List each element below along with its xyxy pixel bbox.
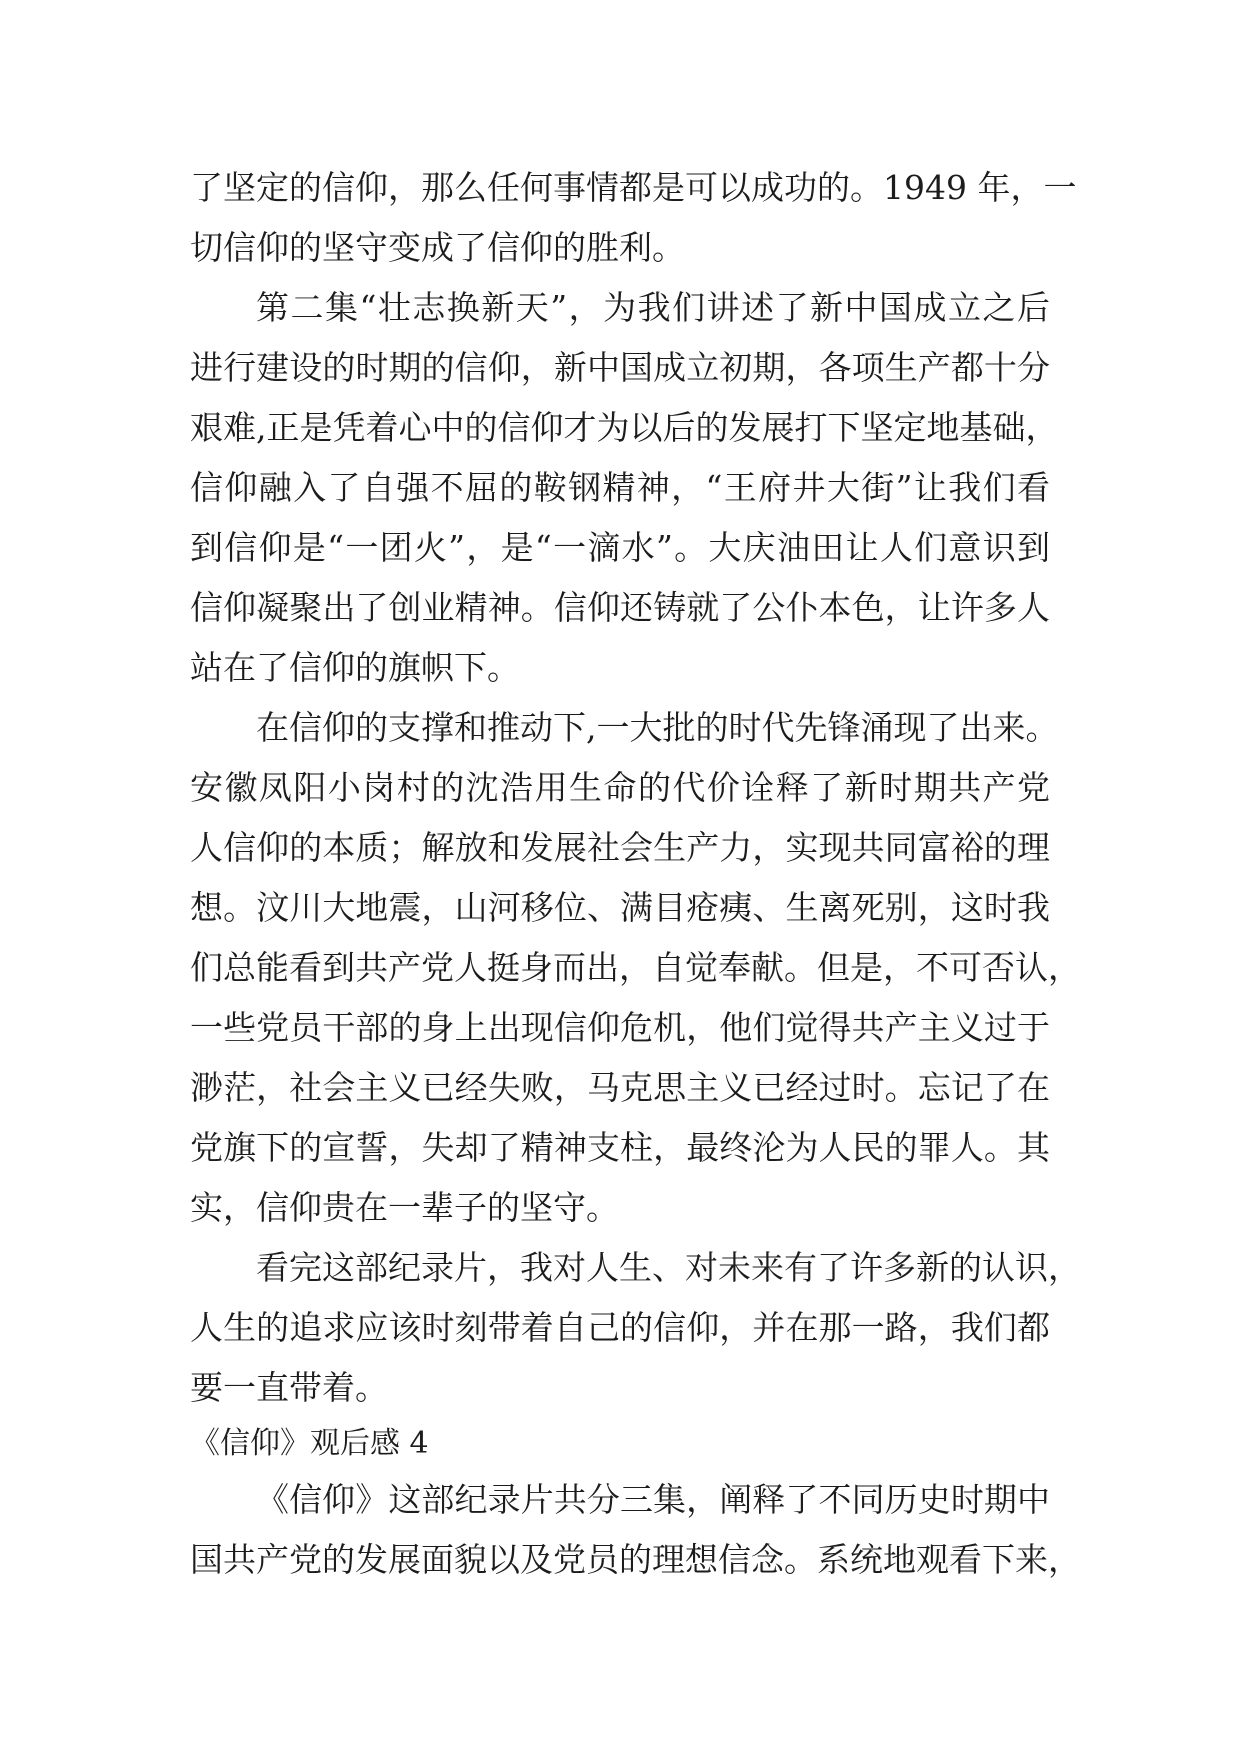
text-line: 艰难,正是凭着心中的信仰才为以后的发展打下坚定地基础，: [190, 408, 1059, 447]
text-line: 信仰融入了自强不屈的鞍钢精神，“王府井大街”让我们看: [190, 468, 1050, 507]
text-line: 切信仰的坚守变成了信仰的胜利。: [190, 228, 685, 267]
text-line: 站在了信仰的旗帜下。: [190, 648, 520, 687]
text-line: 一些党员干部的身上出现信仰危机，他们觉得共产主义过于: [190, 1008, 1050, 1047]
text-line: 渺茫，社会主义已经失败，马克思主义已经过时。忘记了在: [190, 1068, 1050, 1107]
text-line: 们总能看到共产党人挺身而出，自觉奉献。但是，不可否认，: [190, 948, 1081, 987]
text-line: 想。汶川大地震，山河移位、满目疮痍、生离死别，这时我: [190, 888, 1050, 927]
text-line: 党旗下的宣誓，失却了精神支柱，最终沦为人民的罪人。其: [190, 1128, 1050, 1167]
text-line: 国共产党的发展面貌以及党员的理想信念。系统地观看下来，: [190, 1540, 1081, 1579]
paragraph-first-line: 在信仰的支撑和推动下,一大批的时代先锋涌现了出来。: [256, 708, 1059, 747]
text-line: 安徽凤阳小岗村的沈浩用生命的代价诠释了新时期共产党: [190, 768, 1050, 807]
text-line: 要一直带着。: [190, 1368, 388, 1407]
text-line: 人信仰的本质；解放和发展社会生产力，实现共同富裕的理: [190, 828, 1050, 867]
text-line: 人生的追求应该时刻带着自己的信仰，并在那一路，我们都: [190, 1308, 1050, 1347]
paragraph-first-line: 第二集“壮志换新天”，为我们讲述了新中国成立之后: [256, 288, 1050, 327]
text-line: 了坚定的信仰，那么任何事情都是可以成功的。1949 年，一: [190, 168, 1077, 207]
paragraph-first-line: 《信仰》这部纪录片共分三集，阐释了不同历史时期中: [256, 1480, 1050, 1519]
text-line: 进行建设的时期的信仰，新中国成立初期，各项生产都十分: [190, 348, 1050, 387]
paragraph-first-line: 看完这部纪录片，我对人生、对未来有了许多新的认识，: [256, 1248, 1081, 1287]
text-line: 实，信仰贵在一辈子的坚守。: [190, 1188, 619, 1227]
text-line: 信仰凝聚出了创业精神。信仰还铸就了公仆本色，让许多人: [190, 588, 1050, 627]
section-heading: 《信仰》观后感 4: [190, 1426, 429, 1461]
text-line: 到信仰是“一团火”，是“一滴水”。大庆油田让人们意识到: [190, 528, 1050, 567]
